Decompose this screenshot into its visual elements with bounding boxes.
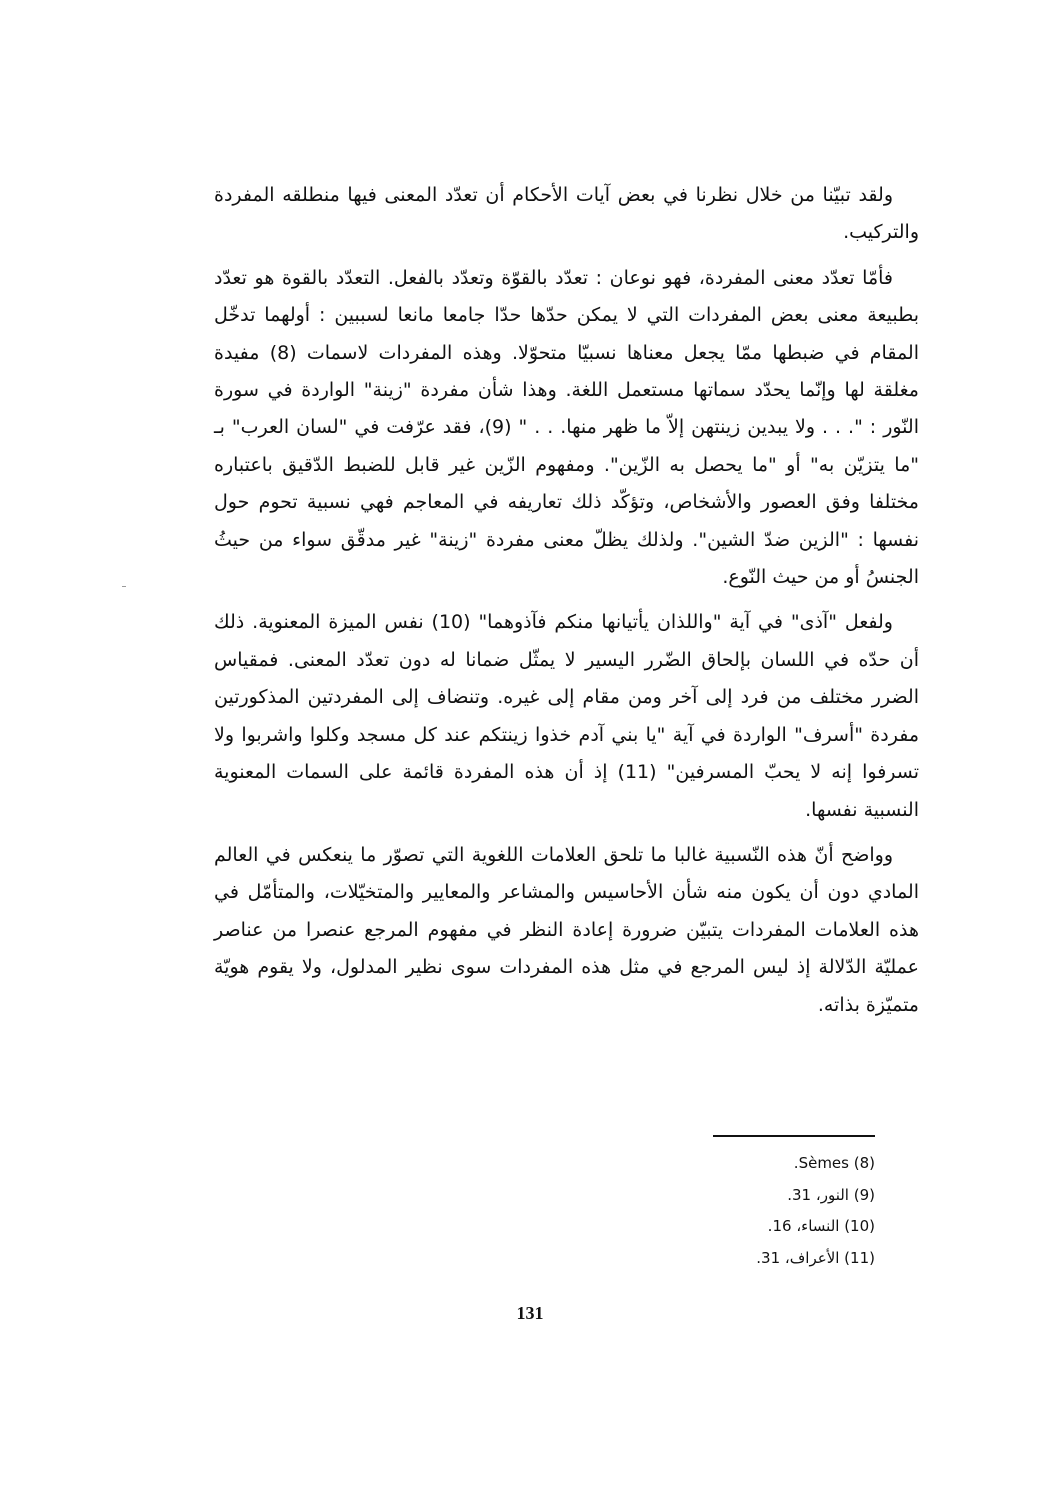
paragraph-4: وواضح أنّ هذه النّسبية غالبا ما تلحق العلامات اللغوية التي تصوّر ما ينعكس في العالم المادي دون أن يكون منه شأن الأحاسيس والمشاعر والمعايير والمتخيّلات، والمتأمّل في هذه العلامات المفردات يتبيّن ضرورة إعادة النظر في مفهوم المرجع عنصرا من عناصر عمليّة الدّلالة إذ ليس المرجع في مثل هذه المفردات سوى نظير المدلول، ولا يقوم هويّة متميّزة بذاته.: [214, 843, 919, 1016]
footnote-11: (11) الأعراف، 31.: [756, 1248, 875, 1267]
footnotes: [560, 1148, 875, 1274]
margin-mark: [122, 586, 126, 587]
paragraph-1: ولقد تبيّنا من خلال نظرنا في بعض آيات الأحكام أن تعدّد المعنى فيها منطلقه المفردة والتركيب.: [214, 184, 919, 244]
body-text: [214, 177, 919, 1032]
footnote-8: (8) Sèmes.: [793, 1154, 875, 1172]
footnote-10: (10) النساء، 16.: [767, 1217, 875, 1235]
footnote-separator: [713, 1135, 875, 1137]
footnote-9: (9) النور، 31.: [787, 1185, 875, 1204]
paragraph-3: ولفعل "آذى" في آية "واللذان يأتيانها منكم فآذوهما" (10) نفس الميزة المعنوية. ذلك أن حدّه في اللسان بإلحاق الضّرر اليسير لا يمثّل ضمانا له دون تعدّد المعنى. فمقياس الضرر مختلف من فرد إلى آخر ومن مقام إلى غيره. وتنضاف إلى المفردتين المذكورتين مفردة "أسرف" الواردة في آية "يا بني آدم خذوا زينتكم عند كل مسجد وكلوا واشربوا ولا تسرفوا إنه لا يحبّ المسرفين" (11) إذ أن هذه المفردة قائمة على السمات المعنوية النسبية نفسها.: [214, 611, 919, 821]
page-number: 131: [516, 1303, 544, 1323]
paragraph-2: فأمّا تعدّد معنى المفردة، فهو نوعان : تعدّد بالقوّة وتعدّد بالفعل. التعدّد بالقوة هو تعدّد بطبيعة معنى بعض المفردات التي لا يمكن حدّها حدّا جامعا مانعا لسببين : أولهما تدخّل المقام في ضبطها ممّا يجعل معناها نسبيّا متحوّلا. وهذه المفردات لاسمات (8) مفيدة مغلقة لها وإنّما يحدّد سماتها مستعمل اللغة. وهذا شأن مفردة "زينة" الواردة في سورة النّور : ". . . ولا يبدين زينتهن إلاّ ما ظهر منها. . . " (9)، فقد عرّفت في "لسان العرب" بـ "ما يتزيّن به" أو "ما يحصل به الزّين". ومفهوم الزّين غير قابل للضبط الدّقيق باعتباره مختلفا وفق العصور والأشخاص، وتؤكّد ذلك تعاريفه في المعاجم فهي نسبية تحوم حول نفسها : "الزين ضدّ الشين". ولذلك يظلّ معنى مفردة "زينة" غير مدقّق سواء من حيثُ الجنسُ أو من حيث النّوع.: [214, 266, 919, 589]
